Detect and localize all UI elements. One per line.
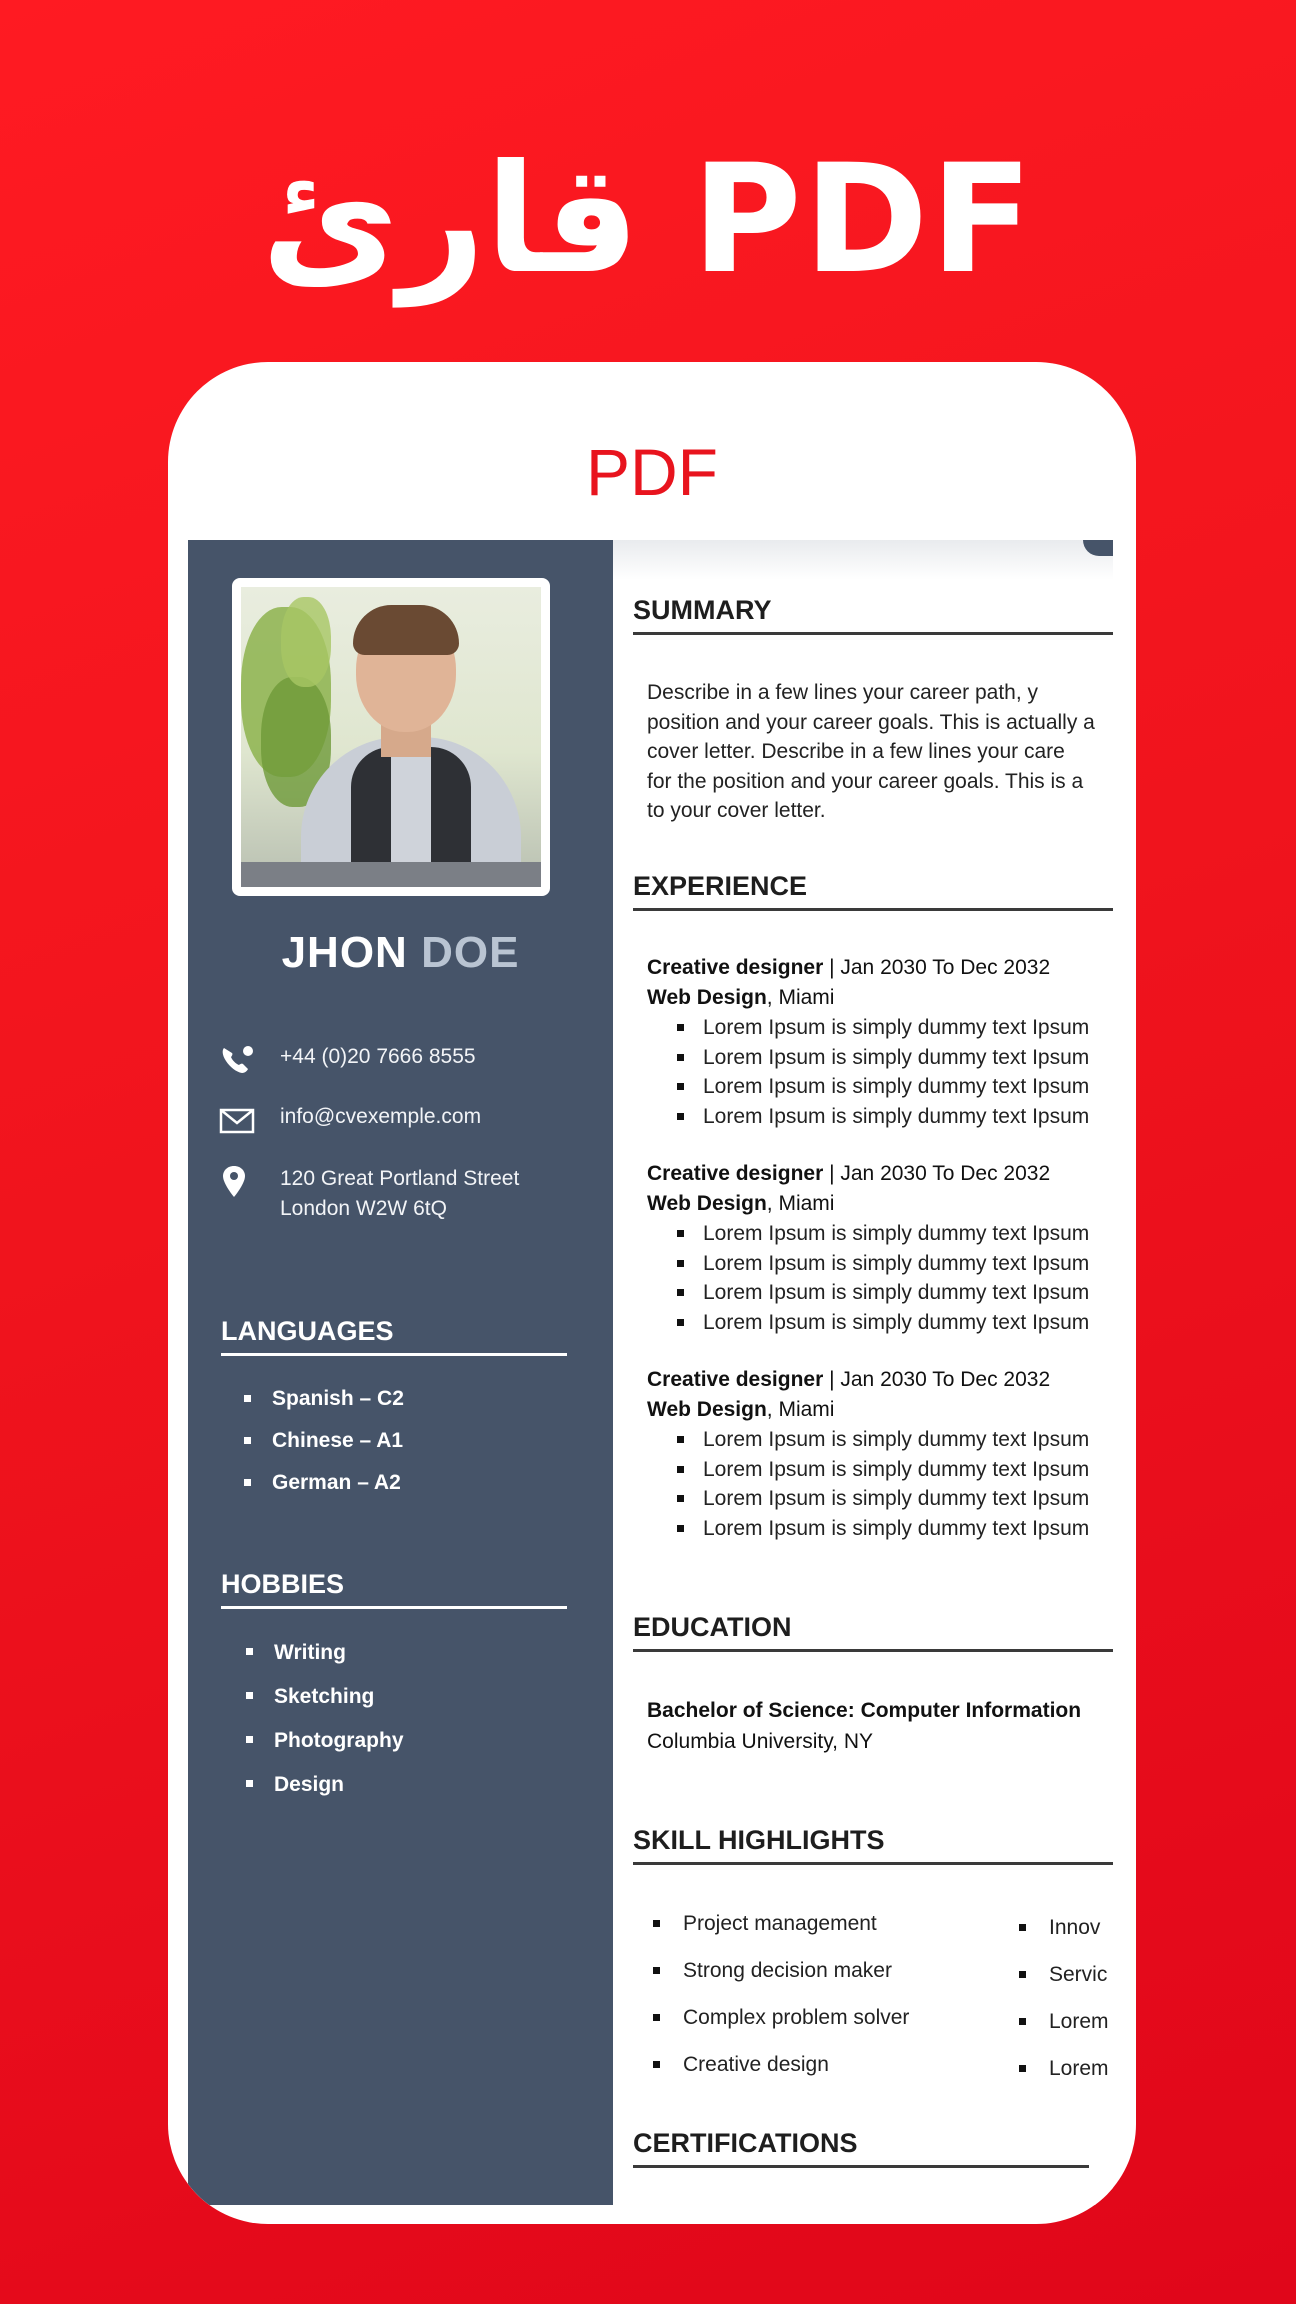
app-title: PDF <box>586 435 718 509</box>
resume-sidebar <box>188 540 613 2205</box>
experience-bullet: Lorem Ipsum is simply dummy text Ipsum <box>647 1072 1113 1102</box>
language-item: Chinese – A1 <box>244 1420 404 1462</box>
hobbies-list <box>246 1631 404 1807</box>
contact-email: info@cvexemple.com <box>218 1102 598 1138</box>
language-item: Spanish – C2 <box>244 1378 404 1420</box>
experience-bullet: Lorem Ipsum is simply dummy text Ipsum <box>647 1514 1113 1544</box>
skill-item: Creative design <box>651 2041 909 2088</box>
skills-list-col1 <box>651 1900 909 2088</box>
education-heading: EDUCATION <box>633 1612 1113 1652</box>
skills-list-col2 <box>1017 1904 1109 2092</box>
resume-main <box>613 540 1113 2205</box>
education-entry <box>647 1695 1113 1757</box>
summary-text: Describe in a few lines your career path, y position and your career goals. This is actually a cover letter. Describe in a few lines your care for the position and your career goals. This is a to your cover letter. <box>647 681 1095 822</box>
pdf-document-view[interactable] <box>188 540 1113 2205</box>
phone-icon <box>218 1042 258 1078</box>
hobbies-heading: HOBBIES <box>221 1569 567 1609</box>
experience-entry: Creative designer | Jan 2030 To Dec 2032 Web Design, Miami Lorem Ipsum is simply dummy text Ipsum Lorem Ipsum is simply dummy text Ipsum Lorem Ipsum is simply dummy text Ipsum Lorem Ipsum is simply dummy text Ipsum <box>647 1159 1113 1337</box>
first-name: JHON <box>281 928 408 977</box>
languages-list <box>244 1378 404 1504</box>
certifications-heading: CERTIFICATIONS <box>633 2128 1089 2168</box>
skill-item: Complex problem solver <box>651 1994 909 2041</box>
summary-heading: SUMMARY <box>633 595 1113 635</box>
degree: Bachelor of Science: Computer Information <box>647 1699 1082 1722</box>
hobby-item: Photography <box>246 1719 404 1763</box>
languages-heading: LANGUAGES <box>221 1316 567 1356</box>
skill-item: Servic <box>1017 1951 1109 1998</box>
language-item: German – A2 <box>244 1462 404 1504</box>
envelope-icon <box>218 1102 258 1138</box>
experience-entry: Creative designer | Jan 2030 To Dec 2032 Web Design, Miami Lorem Ipsum is simply dummy text Ipsum Lorem Ipsum is simply dummy text Ipsum Lorem Ipsum is simply dummy text Ipsum Lorem Ipsum is simply dummy text Ipsum <box>647 1365 1113 1543</box>
last-name: DOE <box>421 928 520 977</box>
resume-name <box>188 928 613 978</box>
skill-item: Lorem <box>1017 2045 1109 2092</box>
experience-bullet: Lorem Ipsum is simply dummy text Ipsum <box>647 1278 1113 1308</box>
hobby-item: Design <box>246 1763 404 1807</box>
headline: قارئ PDF <box>261 133 1035 307</box>
experience-bullet: Lorem Ipsum is simply dummy text Ipsum <box>647 1425 1113 1455</box>
experience-bullet: Lorem Ipsum is simply dummy text Ipsum <box>647 1013 1113 1043</box>
experience-bullet: Lorem Ipsum is simply dummy text Ipsum <box>647 1102 1113 1132</box>
profile-photo <box>232 578 550 896</box>
skill-item: Project management <box>651 1900 909 1947</box>
skill-item: Strong decision maker <box>651 1947 909 1994</box>
skill-item: Lorem <box>1017 1998 1109 2045</box>
contact-phone: +44 (0)20 7666 8555 <box>218 1042 598 1078</box>
experience-bullet: Lorem Ipsum is simply dummy text Ipsum <box>647 1455 1113 1485</box>
experience-bullet: Lorem Ipsum is simply dummy text Ipsum <box>647 1249 1113 1279</box>
experience-bullet: Lorem Ipsum is simply dummy text Ipsum <box>647 1043 1113 1073</box>
experience-entry: Creative designer | Jan 2030 To Dec 2032 Web Design, Miami Lorem Ipsum is simply dummy text Ipsum Lorem Ipsum is simply dummy text Ipsum Lorem Ipsum is simply dummy text Ipsum Lorem Ipsum is simply dummy text Ipsum <box>647 953 1113 1131</box>
experience-bullet: Lorem Ipsum is simply dummy text Ipsum <box>647 1219 1113 1249</box>
hobby-item: Sketching <box>246 1675 404 1719</box>
experience-bullet: Lorem Ipsum is simply dummy text Ipsum <box>647 1484 1113 1514</box>
experience-bullet: Lorem Ipsum is simply dummy text Ipsum <box>647 1308 1113 1338</box>
contact-address: 120 Great Portland Street London W2W 6tQ <box>218 1164 598 1228</box>
phone-frame <box>168 362 1136 2224</box>
school: Columbia University, NY <box>647 1730 874 1753</box>
location-pin-icon <box>218 1164 258 1200</box>
skill-item: Innov <box>1017 1904 1109 1951</box>
skills-heading: SKILL HIGHLIGHTS <box>633 1825 1113 1865</box>
hobby-item: Writing <box>246 1631 404 1675</box>
experience-heading: EXPERIENCE <box>633 871 1113 911</box>
